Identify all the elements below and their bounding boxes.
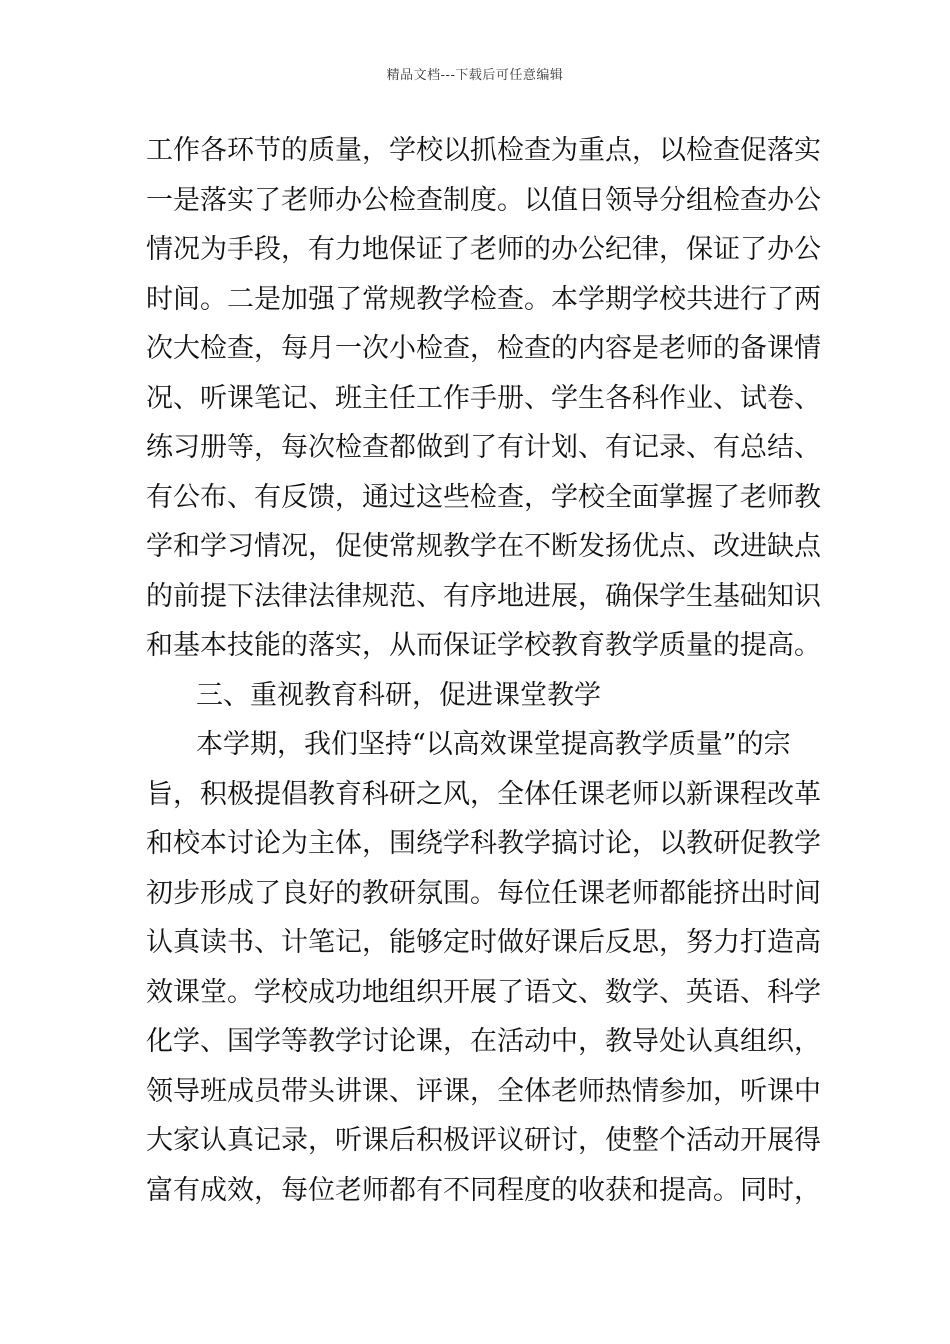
page-header: 精品文档---下载后可任意编辑 — [386, 68, 564, 83]
paragraph-start-line: 三、重视教育科研，促进课堂教学 — [196, 679, 601, 711]
text-line: 学和学习情况，促使常规教学在不断发扬优点、改进缺点 — [146, 531, 821, 562]
text-line: 时间。二是加强了常规教学检查。本学期学校共进行了两 — [146, 283, 821, 315]
text-line: 一是落实了老师办公检查制度。以值日领导分组检查办公 — [146, 184, 821, 216]
text-line: 情况为手段，有力地保证了老师的办公纪律，保证了办公 — [146, 234, 821, 265]
text-line: 次大检查，每月一次小检查，检查的内容是老师的备课情 — [146, 333, 821, 364]
text-line: 化学、国学等教学讨论课，在活动中，教导处认真组织， — [146, 1026, 821, 1057]
text-line: 初步形成了良好的教研氛围。每位任课老师都能挤出时间 — [146, 877, 821, 909]
text-line: 有公布、有反馈，通过这些检查，学校全面掌握了老师教 — [146, 481, 821, 513]
text-line: 领导班成员带头讲课、评课，全体老师热情参加，听课中 — [146, 1075, 821, 1107]
text-line: 的前提下法律法律规范、有序地进展，确保学生基础知识 — [146, 580, 821, 612]
text-line: 效课堂。学校成功地组织开展了语文、数学、英语、科学 — [146, 976, 821, 1008]
text-line: 况、听课笔记、班主任工作手册、学生各科作业、试卷、 — [146, 382, 821, 414]
text-line: 工作各环节的质量，学校以抓检查为重点，以检查促落实 — [146, 135, 821, 166]
text-line: 旨，积极提倡教育科研之风，全体任课老师以新课程改革 — [146, 778, 821, 810]
document-body — [146, 126, 826, 1215]
text-line: 富有成效，每位老师都有不同程度的收获和提高。同时， — [146, 1174, 821, 1206]
text-line: 认真读书、计笔记，能够定时做好课后反思，努力打造高 — [146, 927, 821, 958]
text-line: 练习册等，每次检查都做到了有计划、有记录、有总结、 — [146, 432, 821, 463]
text-line: 和校本讨论为主体，围绕学科教学搞讨论，以教研促教学 — [146, 828, 821, 859]
text-line: 和基本技能的落实，从而保证学校教育教学质量的提高。 — [146, 630, 821, 661]
paragraph-start-line: 本学期，我们坚持“以高效课堂提高教学质量”的宗 — [196, 729, 791, 760]
text-line: 大家认真记录，听课后积极评议研讨，使整个活动开展得 — [146, 1125, 821, 1156]
